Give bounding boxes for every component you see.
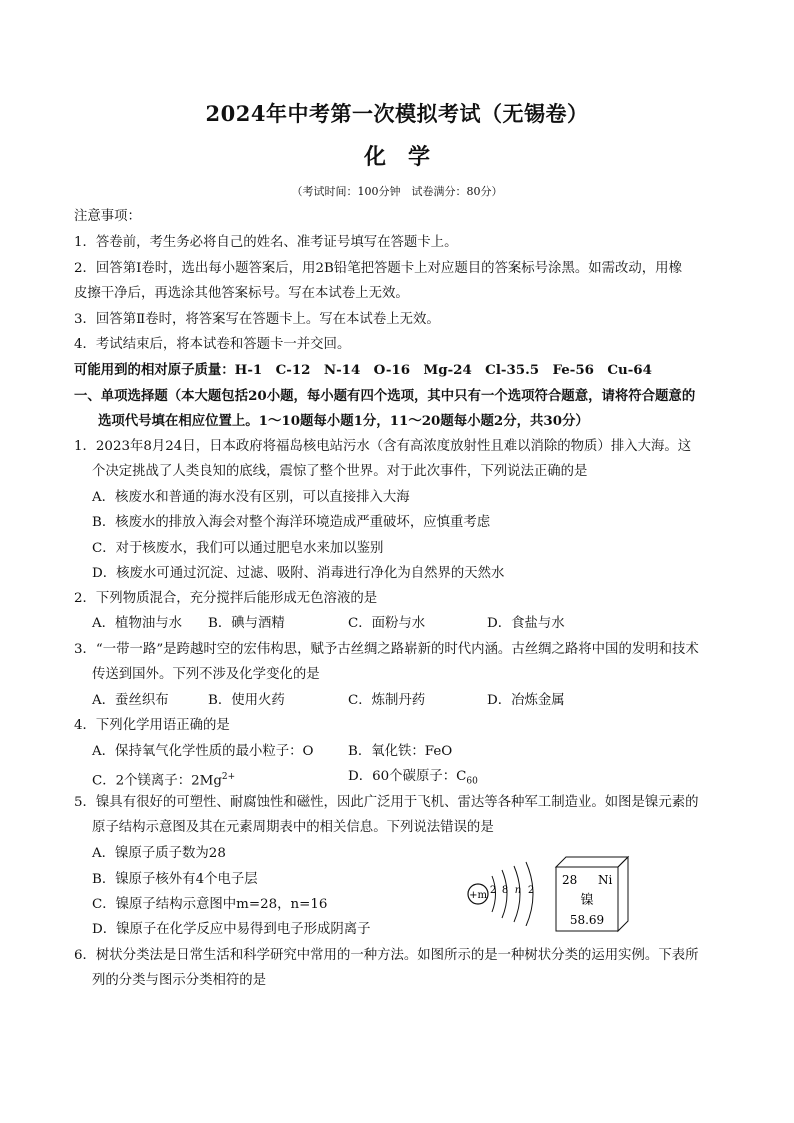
q2-option-c: C．面粉与水 [348,616,426,631]
nickel-element-cell [552,853,632,933]
q2-option-b: B．碘与酒精 [208,616,285,631]
q1-option-a: A．核废水和普通的海水没有区别，可以直接排入大海 [92,490,410,505]
q5-option-b: B．镍原子核外有4个电子层 [92,872,258,887]
q3-stem-cont: 传送到国外。下列不涉及化学变化的是 [92,667,320,682]
q5-option-d: D．镍原子在化学反应中易得到电子形成阴离子 [92,922,371,937]
notice-1: 1．答卷前，考生务必将自己的姓名、准考证号填写在答题卡上。 [74,235,458,250]
q4-option-c [92,768,235,790]
q5-stem: 5．镍具有很好的可塑性、耐腐蚀性和磁性，因此广泛用于飞机、雷达等各种军工制造业。如图是镍元素的 [74,795,699,810]
q4-option-d [348,768,478,791]
q2-option-a: A．植物油与水 [92,616,183,631]
q6-stem: 6．树状分类法是日常生活和科学研究中常用的一种方法。如图所示的是一种树状分类的运用实例。下表所 [74,948,699,963]
q1-stem: 1．2023年8月24日，日本政府将福岛核电站污水（含有高浓度放射性且难以消除的物质）排入大海。这 [74,439,692,454]
atomic-masses: 可能用到的相对原子质量：H-1 C-12 N-14 O-16 Mg-24 Cl-35.5 Fe-56 Cu-64 [74,362,652,378]
notice-3: 3．回答第Ⅱ卷时，将答案写在答题卡上。写在本试卷上无效。 [74,312,440,327]
notice-4: 4．考试结束后，将本试卷和答题卡一并交回。 [74,337,351,352]
q5-option-a: A．镍原子质子数为28 [92,846,226,861]
q4-option-d-text: D．60个碳原子：C [348,769,467,784]
exam-info: （考试时间：100分钟 试卷满分：80分） [291,185,503,198]
q4-option-c-charge: 2+ [221,772,236,782]
q3-option-a: A．蚕丝织布 [92,693,169,708]
q4-option-d-subscript: 60 [466,776,478,787]
atomic-number: 28 [562,873,578,887]
exam-title: 2024年中考第一次模拟考试（无锡卷） [205,101,589,126]
q3-option-c: C．炼制丹药 [348,693,426,708]
nucleus-label: +m [469,890,487,901]
q6-stem-cont: 列的分类与图示分类相符的是 [92,973,267,988]
q4-option-c-text: C．2个镁离子：2Mg [92,773,222,789]
q4-option-a: A．保持氧气化学性质的最小粒子：O [92,744,314,759]
shell-3-electrons: n [514,885,522,896]
q4-option-b: B．氧化铁：FeO [348,744,453,759]
notice-2: 2．回答第Ⅰ卷时，选出每小题答案后，用2B铅笔把答题卡上对应题目的答案标号涂黑。如需改动，用橡 [74,261,682,276]
shell-1-electrons: 2 [489,885,497,896]
shell-4-electrons: 2 [527,885,535,896]
subject-title: 化学 [363,144,452,170]
q2-option-d: D．食盐与水 [487,616,565,631]
q5-option-c: C．镍原子结构示意图中m=28，n=16 [92,897,328,912]
q1-option-b: B．核废水的排放入海会对整个海洋环境造成严重破坏，应慎重考虑 [92,515,491,530]
q1-option-c: C．对于核废水，我们可以通过肥皂水来加以鉴别 [92,541,384,556]
q2-stem: 2．下列物质混合，充分搅拌后能形成无色溶液的是 [74,591,378,606]
q1-stem-cont: 个决定挑战了人类良知的底线，震惊了整个世界。对于此次事件，下列说法正确的是 [92,464,588,479]
section1-heading: 一、单项选择题（本大题包括20小题，每小题有四个选项，其中只有一个选项符合题意，请将符合题意的 [74,388,696,404]
q3-option-b: B．使用火药 [208,693,285,708]
box-top-face [556,857,628,867]
box-side-face [618,857,628,931]
atomic-mass: 58.69 [569,913,605,927]
element-name: 镍 [580,893,594,908]
q3-stem: 3．“一带一路”是跨越时空的宏伟构思，赋予古丝绸之路崭新的时代内涵。古丝绸之路将中国的发明和技术 [74,642,699,657]
nickel-atom-diagram [462,846,562,926]
q1-option-d: D．核废水可通过沉淀、过滤、吸附、消毒进行净化为自然界的天然水 [92,566,505,581]
section1-heading-cont: 选项代号填在相应位置上。1～10题每小题1分，11～20题每小题2分，共30分） [98,413,589,429]
shell-2-electrons: 8 [501,885,509,896]
element-symbol: Ni [598,873,613,887]
notice-2-cont: 皮擦干净后，再选涂其他答案标号。写在本试卷上无效。 [74,286,409,301]
q4-stem: 4．下列化学用语正确的是 [74,718,230,733]
notice-title: 注意事项： [74,209,141,224]
q5-stem-cont: 原子结构示意图及其在元素周期表中的相关信息。下列说法错误的是 [92,820,494,835]
q3-option-d: D．冶炼金属 [487,693,565,708]
